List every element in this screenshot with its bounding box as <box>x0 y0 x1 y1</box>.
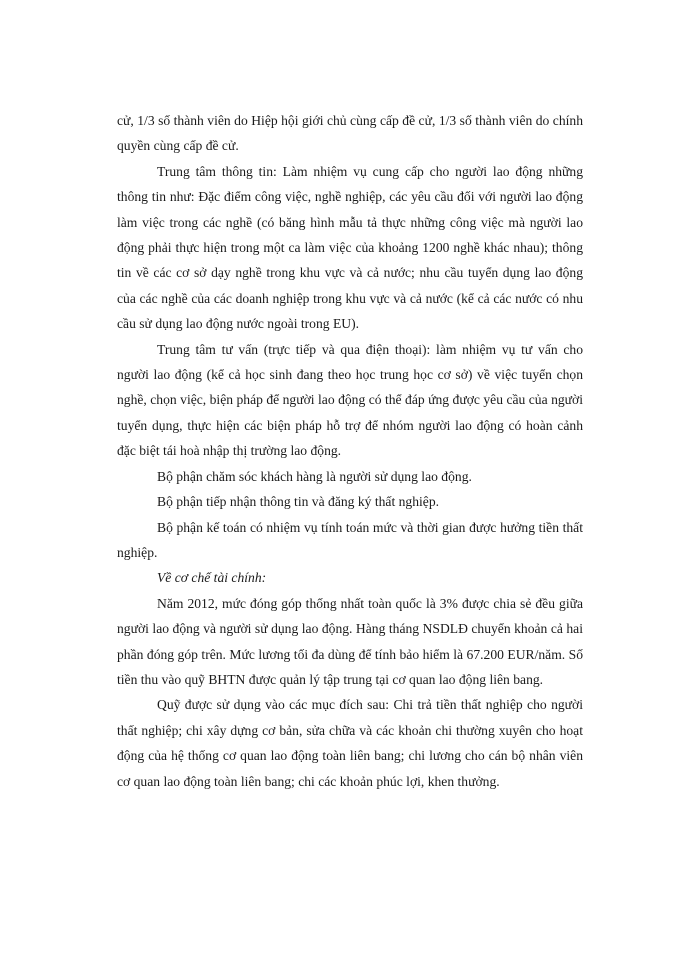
paragraph-continuation: cử, 1/3 số thành viên do Hiệp hội giới chủ cùng cấp đề cử, 1/3 số thành viên do chính quyền cùng cấp đề cử. <box>117 113 583 154</box>
section-heading-finance: Về cơ chế tài chính: <box>157 570 267 586</box>
paragraph-unemployment-registration: Bộ phận tiếp nhận thông tin và đăng ký thất nghiệp. <box>157 494 440 510</box>
paragraph-fund-usage: Quỹ được sử dụng vào các mục đích sau: Chi trả tiền thất nghiệp cho người thất nghiệp; chi xây dựng cơ bản, sửa chữa và các khoản chi thường xuyên cho hoạt động của hệ thống cơ quan lao động toàn liên bang; chi lương cho cán bộ nhân viên cơ quan lao động toàn liên bang; chi các khoản phúc lợi, khen thưởng. <box>117 697 583 789</box>
paragraph-accounting: Bộ phận kế toán có nhiệm vụ tính toán mức và thời gian được hưởng tiền thất nghiệp. <box>117 519 583 560</box>
paragraph-consulting-center: Trung tâm tư vấn (trực tiếp và qua điện thoại): làm nhiệm vụ tư vấn cho người lao động (kể cả học sinh đang theo học trung học cơ sở) về việc tuyển chọn nghề, chọn việc, biện pháp để người lao động có thể đáp ứng được yêu cầu của người tuyển dụng, thực hiện các biện pháp hỗ trợ để nhóm người lao động có hoàn cảnh đặc biệt tái hoà nhập thị trường lao động. <box>117 341 583 459</box>
paragraph-info-center: Trung tâm thông tin: Làm nhiệm vụ cung cấp cho người lao động những thông tin như: Đặc điểm công việc, nghề nghiệp, các yêu cầu đối với người lao động làm việc trong các nghề (có băng hình mẫu tả thực những công việc mà người lao động phải thực hiện trong một ca làm việc của khoảng 1200 nghề khác nhau); thông tin về các cơ sở dạy nghề trong khu vực và cả nước; nhu cầu tuyển dụng lao động của các nghề của các doanh nghiệp trong khu vực và cả nước (kể cả các nước có nhu cầu sử dụng lao động nước ngoài trong EU). <box>117 163 583 332</box>
paragraph-contribution: Năm 2012, mức đóng góp thống nhất toàn quốc là 3% được chia sẻ đều giữa người lao động và người sử dụng lao động. Hàng tháng NSDLĐ chuyển khoản cả hai phần đóng góp trên. Mức lương tối đa dùng để tính bảo hiểm là 67.200 EUR/năm. Số tiền thu vào quỹ BHTN được quản lý tập trung tại cơ quan lao động liên bang. <box>117 595 583 687</box>
paragraph-customer-care: Bộ phận chăm sóc khách hàng là người sử dụng lao động. <box>157 468 472 484</box>
document-page <box>117 108 583 794</box>
